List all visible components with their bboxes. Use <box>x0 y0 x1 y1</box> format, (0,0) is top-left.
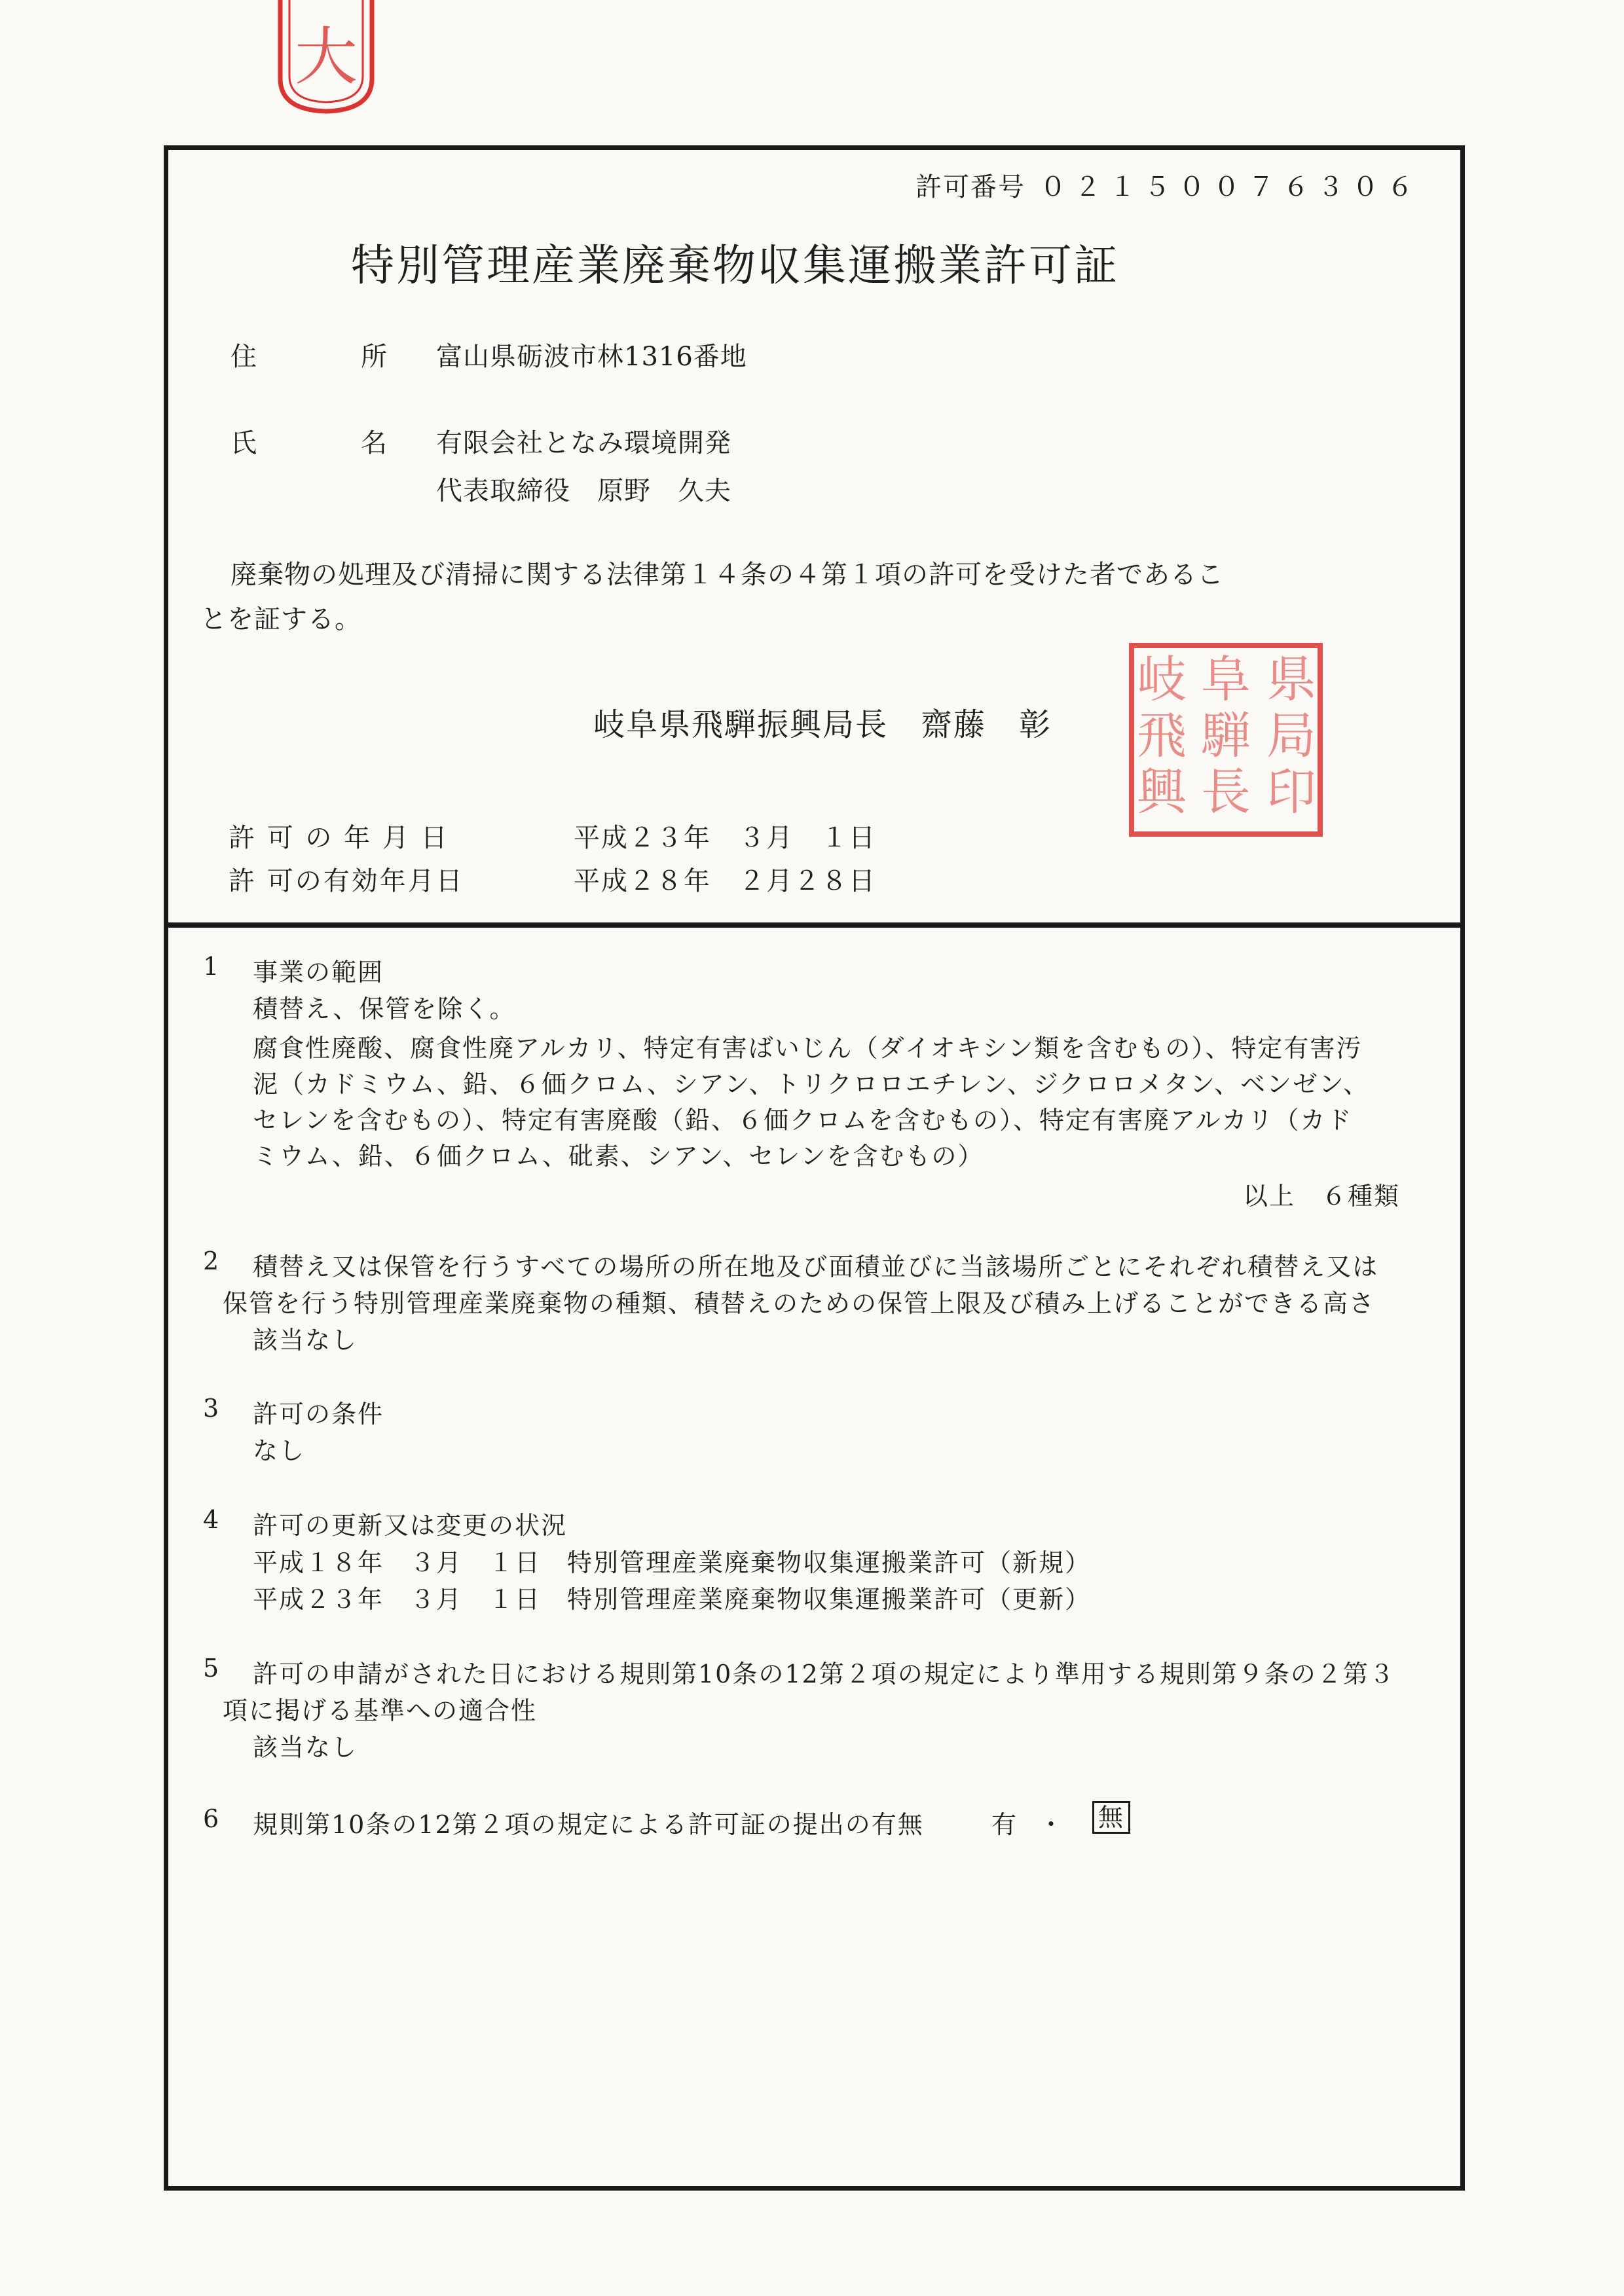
section-5-line-1: 許可の申請がされた日における規則第10条の12第２項の規定により準用する規則第９条の２第３ <box>253 1660 1395 1688</box>
section-1-number: 1 <box>203 952 221 981</box>
permit-number: ０２１５００７６３０６ <box>1040 172 1422 202</box>
section-2-line-3: 該当なし <box>253 1326 358 1355</box>
certification-line-1: 廃棄物の処理及び清掃に関する法律第１４条の４第１項の許可を受けた者であるこ <box>231 560 1224 590</box>
section-5-line-3: 該当なし <box>253 1733 358 1762</box>
section-6-option-no-selected <box>1092 1801 1130 1834</box>
section-1-title: 事業の範囲 <box>253 958 384 987</box>
seal-glyph-8: 飛 <box>1137 706 1187 765</box>
valid-date-value: 平成２８年 ２月２８日 <box>574 866 876 896</box>
seal-glyph-4: 阜 <box>1201 650 1251 708</box>
address-label-a: 住 <box>231 342 257 372</box>
valid-date-label: 許 可の有効年月日 <box>229 866 464 896</box>
section-1-line-4: セレンを含むもの）、特定有害廃酸（鉛、６価クロムを含むもの）、特定有害廃アルカリ（カド <box>253 1106 1353 1135</box>
seal-glyph-7: 岐 <box>1137 650 1187 708</box>
section-4-line-1: 平成１８年 ３月 １日 特別管理産業廃棄物収集運搬業許可（新規） <box>253 1548 1092 1577</box>
seal-glyph-9: 興 <box>1137 763 1187 821</box>
permit-date-label: 許 可 の 年 月 日 <box>229 823 449 853</box>
section-1-line-2: 腐食性廃酸、腐食性廃アルカリ、特定有害ばいじん（ダイオキシン類を含むもの）、特定有害汚 <box>253 1034 1363 1063</box>
section-2-line-2: 保管を行う特別管理産業廃棄物の種類、積替えのための保管上限及び積み上げることができる高さ <box>223 1289 1376 1318</box>
section-3-number: 3 <box>203 1394 221 1423</box>
representative-name: 代表取締役 原野 久夫 <box>436 476 731 506</box>
section-1-line-5: ミウム、鉛、６価クロム、砒素、シアン、セレンを含むもの） <box>253 1142 984 1171</box>
seal-glyph-1: 県 <box>1266 650 1316 708</box>
section-6-separator: ・ <box>1039 1810 1065 1839</box>
section-1-total: 以上 ６種類 <box>1243 1182 1401 1211</box>
certification-line-2: とを証する。 <box>200 604 361 634</box>
section-6-text: 規則第10条の12第２項の規定による許可証の提出の有無 <box>253 1810 924 1839</box>
section-1-line-3: 泥（カドミウム、鉛、６価クロム、シアン、トリクロロエチレン、ジクロロメタン、ベンゼン、 <box>253 1070 1369 1099</box>
top-seal-glyph: 大 <box>295 20 358 94</box>
section-6-option-yes: 有 <box>991 1810 1018 1839</box>
section-divider <box>164 922 1465 928</box>
seal-glyph-6: 長 <box>1201 763 1251 821</box>
company-name: 有限会社となみ環境開発 <box>436 428 731 458</box>
certificate-title: 特別管理産業廃棄物収集運搬業許可証 <box>351 240 1119 291</box>
permit-date-value: 平成２３年 ３月 １日 <box>574 823 876 853</box>
address-label-b: 所 <box>361 342 387 372</box>
section-2-line-1: 積替え又は保管を行うすべての場所の所在地及び面積並びに当該場所ごとにそれぞれ積替え又は <box>253 1252 1379 1281</box>
section-4-line-2: 平成２３年 ３月 １日 特別管理産業廃棄物収集運搬業許可（更新） <box>253 1585 1092 1614</box>
section-4-title: 許可の更新又は変更の状況 <box>253 1511 568 1540</box>
permit-number-row <box>915 166 1422 204</box>
section-5-line-2: 項に掲げる基準への適合性 <box>223 1696 538 1725</box>
address-value: 富山県砺波市林1316番地 <box>436 342 747 372</box>
section-1-line-1: 積替え、保管を除く。 <box>253 994 516 1023</box>
issuer-name: 岐阜県飛騨振興局長 齋藤 彰 <box>593 706 1052 743</box>
permit-number-label: 許可番号 <box>915 172 1025 202</box>
section-4-number: 4 <box>203 1505 221 1534</box>
section-3-line-1: なし <box>253 1436 306 1465</box>
seal-glyph-3: 印 <box>1266 763 1316 821</box>
official-square-seal <box>1128 642 1324 838</box>
top-red-seal <box>274 0 378 117</box>
name-label-b: 名 <box>361 428 387 458</box>
section-6-option-no: 無 <box>1092 1801 1130 1834</box>
section-2-number: 2 <box>203 1247 221 1275</box>
section-6-number: 6 <box>203 1804 221 1833</box>
seal-glyph-5: 騨 <box>1201 706 1251 765</box>
name-label-a: 氏 <box>231 428 257 458</box>
seal-glyph-2: 局 <box>1266 706 1316 765</box>
section-5-number: 5 <box>203 1654 221 1683</box>
section-3-title: 許可の条件 <box>253 1400 384 1429</box>
